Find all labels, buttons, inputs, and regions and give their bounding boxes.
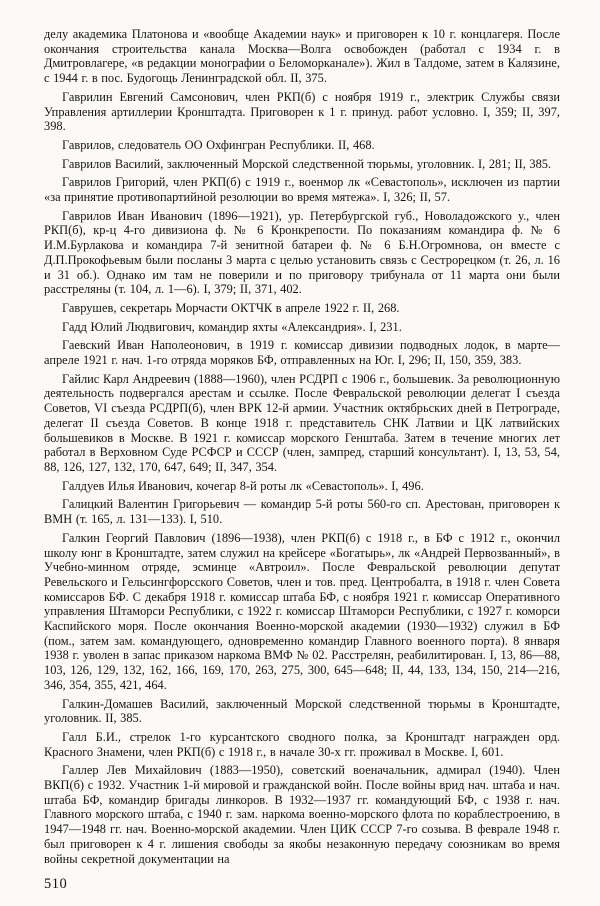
index-entry: Галлер Лев Михайлович (1883—1950), советский военачальник, адмирал (1940). Член ВКП(б) с 1932. Участник 1-й мировой и гражданской войн. После войны врид нач. штаба и нач. штаба БФ, командир бригады линкоров. В 1932—1937 гг. командующий БФ, с 1938 г. нач. Главного морского штаба, с 1940 г. зам. наркома военно-морского флота по кораблестроению, в 1947—1948 гг. нач. Военно-морской академии. Член ЦИК СССР 7-го созыва. В феврале 1948 г. был приговорен к 4 г. лишения свободы за якобы незаконную передачу союзникам во время войны секретной документации на (44, 763, 560, 866)
index-entry: Галл Б.И., стрелок 1-го курсантского сводного полка, за Кронштадт награжден орд. Красного Знамени, член РКП(б) с 1918 г., в начале 30-х гг. проживал в Москве. I, 601. (44, 729, 560, 759)
index-entry: Гаврилов, следователь ОО Охфингран Республики. II, 468. (62, 137, 375, 152)
index-entry: Гаврушев, секретарь Морчасти ОКТЧК в апреле 1922 г. II, 268. (62, 300, 400, 315)
index-entry: Галицкий Валентин Григорьевич — командир 5-й роты 560-го сп. Арестован, приговорен к ВМН (т. 165, л. 131—133). I, 510. (44, 497, 560, 527)
index-entry: Гаврилов Василий, заключенный Морской следственной тюрьмы, уголовник. I, 281; II, 385. (62, 156, 552, 171)
page-number: 510 (44, 876, 68, 893)
index-entry: Гаврилов Иван Иванович (1896—1921), ур. Петербургской губ., Новоладожского у., член РКП(б), кр-ц 4-го дивизиона ф. № 6 Кронкрепости. По показаниям командира ф. № 6 И.М.Бурлакова и командира 7-й зенитной батареи ф. № 6 Б.Н.Огромнова, он вместе с Д.П.Прокофьевым были посланы 3 марта с целью установить связь с Сестрорецком (т. 26, л. 16 и 31 об.). Однако им там не поверили и по приговору трибунала от 11 марта они были расстреляны (т. 104, л. 1—6). I, 379; II, 371, 402. (44, 208, 560, 297)
index-entry: Гаврилин Евгений Самсонович, член РКП(б) с ноября 1919 г., электрик Службы связи Управления артиллерии Кронштадта. Приговорен к 1 г. принуд. работ условно. I, 359; II, 397, 398. (44, 89, 560, 134)
index-entry: делу академика Платонова и «вообще Академии наук» и приговорен к 10 г. концлагеря. После окончания строительства канала Москва—Волга освобожден (работал с 1934 г. в Дмитровлагере, «в редакции монографии о Беломорканале»). Жил в Талдоме, затем в Калязине, с 1944 г. в пос. Будогощь Ленинградской обл. II, 375. (44, 27, 560, 86)
index-entry: Гадд Юлий Людвигович, командир яхты «Александрия». I, 231. (62, 319, 402, 334)
index-entry: Гаврилов Григорий, член РКП(б) с 1919 г., военмор лк «Севастополь», исключен из партии «за принятие противопартийной резолюции во время мятежа». I, 326; II, 57. (44, 175, 560, 205)
index-entry: Гаевский Иван Наполеонович, в 1919 г. комиссар дивизии подводных лодок, в марте—апреле 1921 г. нач. 1-го отряда моряков БФ, отправленных на Юг. I, 296; II, 150, 359, 383. (44, 338, 560, 368)
entries-container (44, 27, 560, 866)
index-entry: Галдуев Илья Иванович, кочегар 8-й роты лк «Севастополь». I, 496. (62, 478, 424, 493)
index-entry: Гайлис Карл Андреевич (1888—1960), член РСДРП с 1906 г., большевик. За революционную деятельность подвергался арестам и ссылке. После Февральской революции делегат I съезда Советов, VI съезда РСДРП(б), член ВРК 12-й армии. Участник октябрьских дней в Петрограде, делегат II съезда Советов. В конце 1918 г. представитель СНК Латвии и ЦК латвийских большевиков в Москве. В 1921 г. комиссар морского Генштаба. Затем в течение многих лет работал в Верховном Суде РСФСР и СССР (член, зампред, старший консультант). I, 13, 53, 54, 88, 126, 127, 132, 170, 647, 649; II, 347, 354. (44, 371, 560, 474)
index-entry: Галкин Георгий Павлович (1896—1938), член РКП(б) с 1918 г., в БФ с 1912 г., окончил школу юнг в Кронштадте, затем служил на крейсере «Богатырь», лк «Андрей Первозванный», в Учебно-минном отряде, эсминце «Автроил». После Февральской революции депутат Ревельского и Гельсингфорсского Советов, член и тов. пред. Центробалта, в 1918 г. член Совета комиссаров БФ. С декабря 1918 г. комиссар штаба БФ, с ноября 1921 г. комиссар Оперативного управления Штаморси Республики, с 1922 г. комиссар Штаморси Республики, с 1927 г. коморси Каспийского моря. После окончания Военно-морской академии (1930—1932) служил в БФ (пом., затем зам. командующего, одновременно командир Главного военного порта). 8 января 1938 г. уволен в запас приказом наркома ВМФ № 02. Расстрелян, реабилитирован. I, 13, 86—88, 103, 126, 129, 132, 162, 166, 169, 170, 263, 275, 300, 645—648; II, 44, 133, 134, 150, 214—216, 346, 354, 355, 421, 464. (44, 530, 560, 692)
index-entry: Галкин-Домашев Василий, заключенный Морской следственной тюрьмы в Кронштадте, уголовник. II, 385. (44, 696, 560, 726)
